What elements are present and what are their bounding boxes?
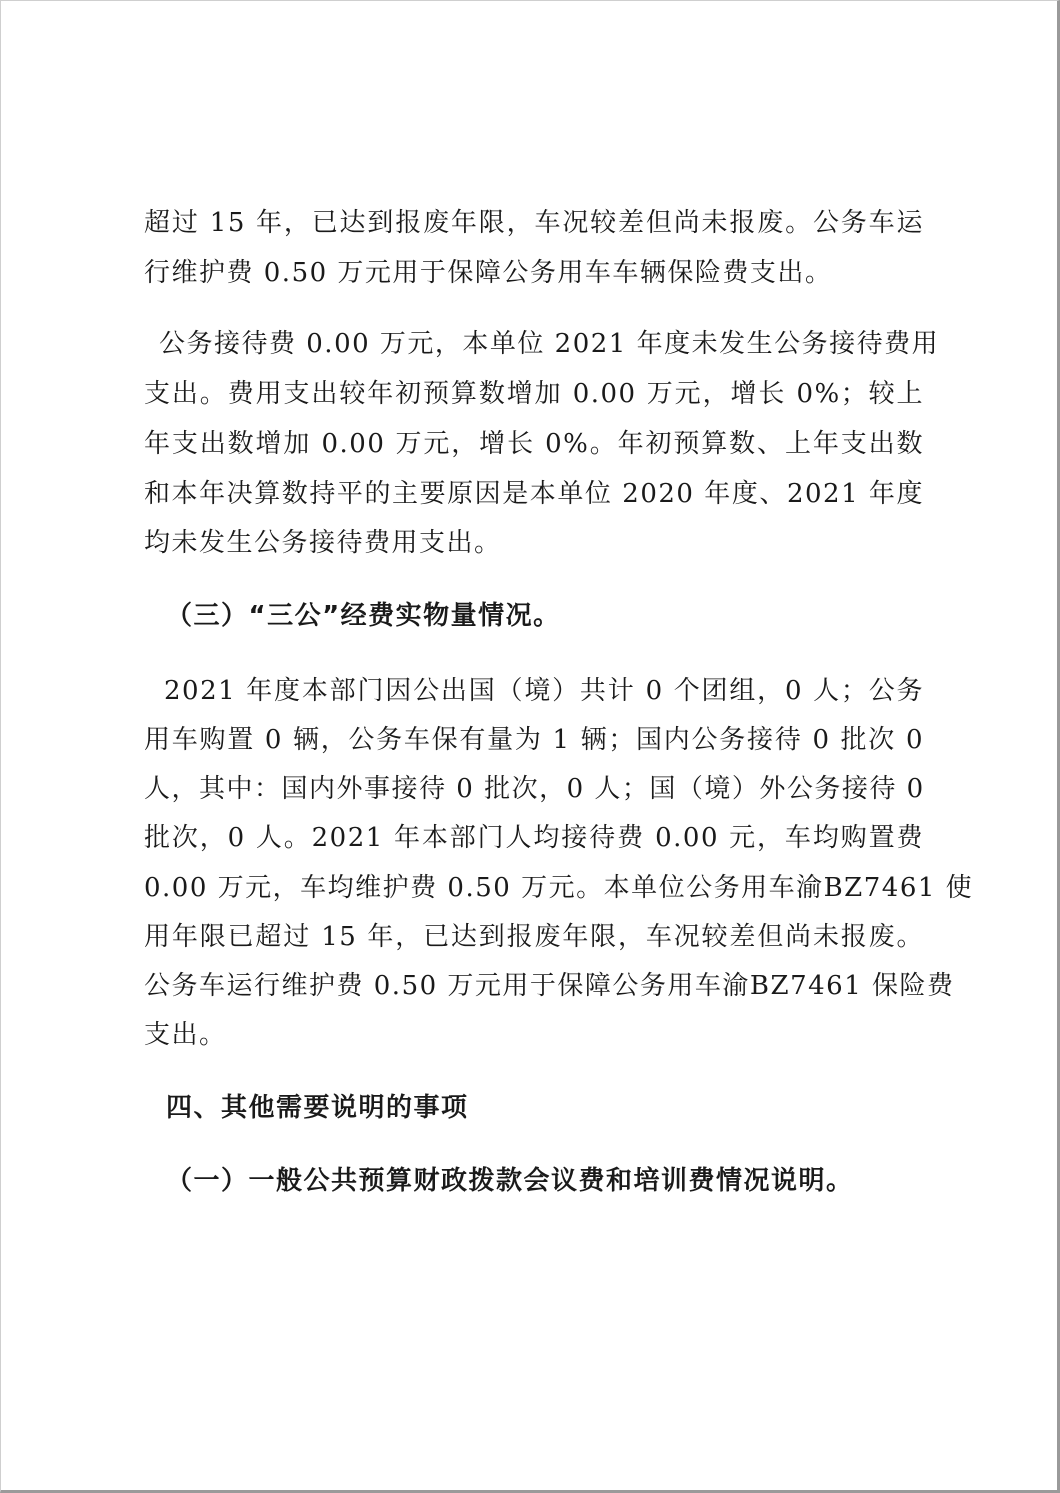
- paragraph-line: 公务车运行维护费 0.50 万元用于保障公务用车渝BZ7461 保险费: [144, 971, 955, 1001]
- paragraph-line: 2021 年度本部门因公出国（境）共计 0 个团组，0 人；公务: [164, 676, 924, 706]
- paragraph-line: 超过 15 年，已达到报废年限，车况较差但尚未报废。公务车运: [144, 208, 924, 238]
- paragraph-line: 支出。费用支出较年初预算数增加 0.00 万元，增长 0%；较上: [144, 379, 924, 409]
- paragraph-line: 行维护费 0.50 万元用于保障公务用车车辆保险费支出。: [144, 258, 833, 288]
- paragraph-line: 公务接待费 0.00 万元，本单位 2021 年度未发生公务接待费用: [159, 329, 940, 359]
- paragraph-line: 年支出数增加 0.00 万元，增长 0%。年初预算数、上年支出数: [144, 429, 924, 459]
- section-heading: 四、其他需要说明的事项: [166, 1093, 469, 1123]
- paragraph-line: 支出。: [144, 1020, 227, 1050]
- paragraph-line: 批次，0 人。2021 年本部门人均接待费 0.00 元，车均购置费: [144, 823, 924, 853]
- paragraph-line: 0.00 万元，车均维护费 0.50 万元。本单位公务用车渝BZ7461 使: [144, 873, 974, 903]
- paragraph-line: 人，其中：国内外事接待 0 批次，0 人；国（境）外公务接待 0: [144, 774, 925, 804]
- subsection-heading: （一）一般公共预算财政拨款会议费和培训费情况说明。: [166, 1166, 854, 1196]
- paragraph-line: 用年限已超过 15 年，已达到报废年限，车况较差但尚未报废。: [144, 922, 924, 952]
- paragraph-line: 均未发生公务接待费用支出。: [144, 528, 502, 558]
- paragraph-line: 用车购置 0 辆，公务车保有量为 1 辆；国内公务接待 0 批次 0: [144, 725, 924, 755]
- section-heading: （三）“三公”经费实物量情况。: [166, 601, 561, 631]
- paragraph-line: 和本年决算数持平的主要原因是本单位 2020 年度、2021 年度: [144, 479, 924, 509]
